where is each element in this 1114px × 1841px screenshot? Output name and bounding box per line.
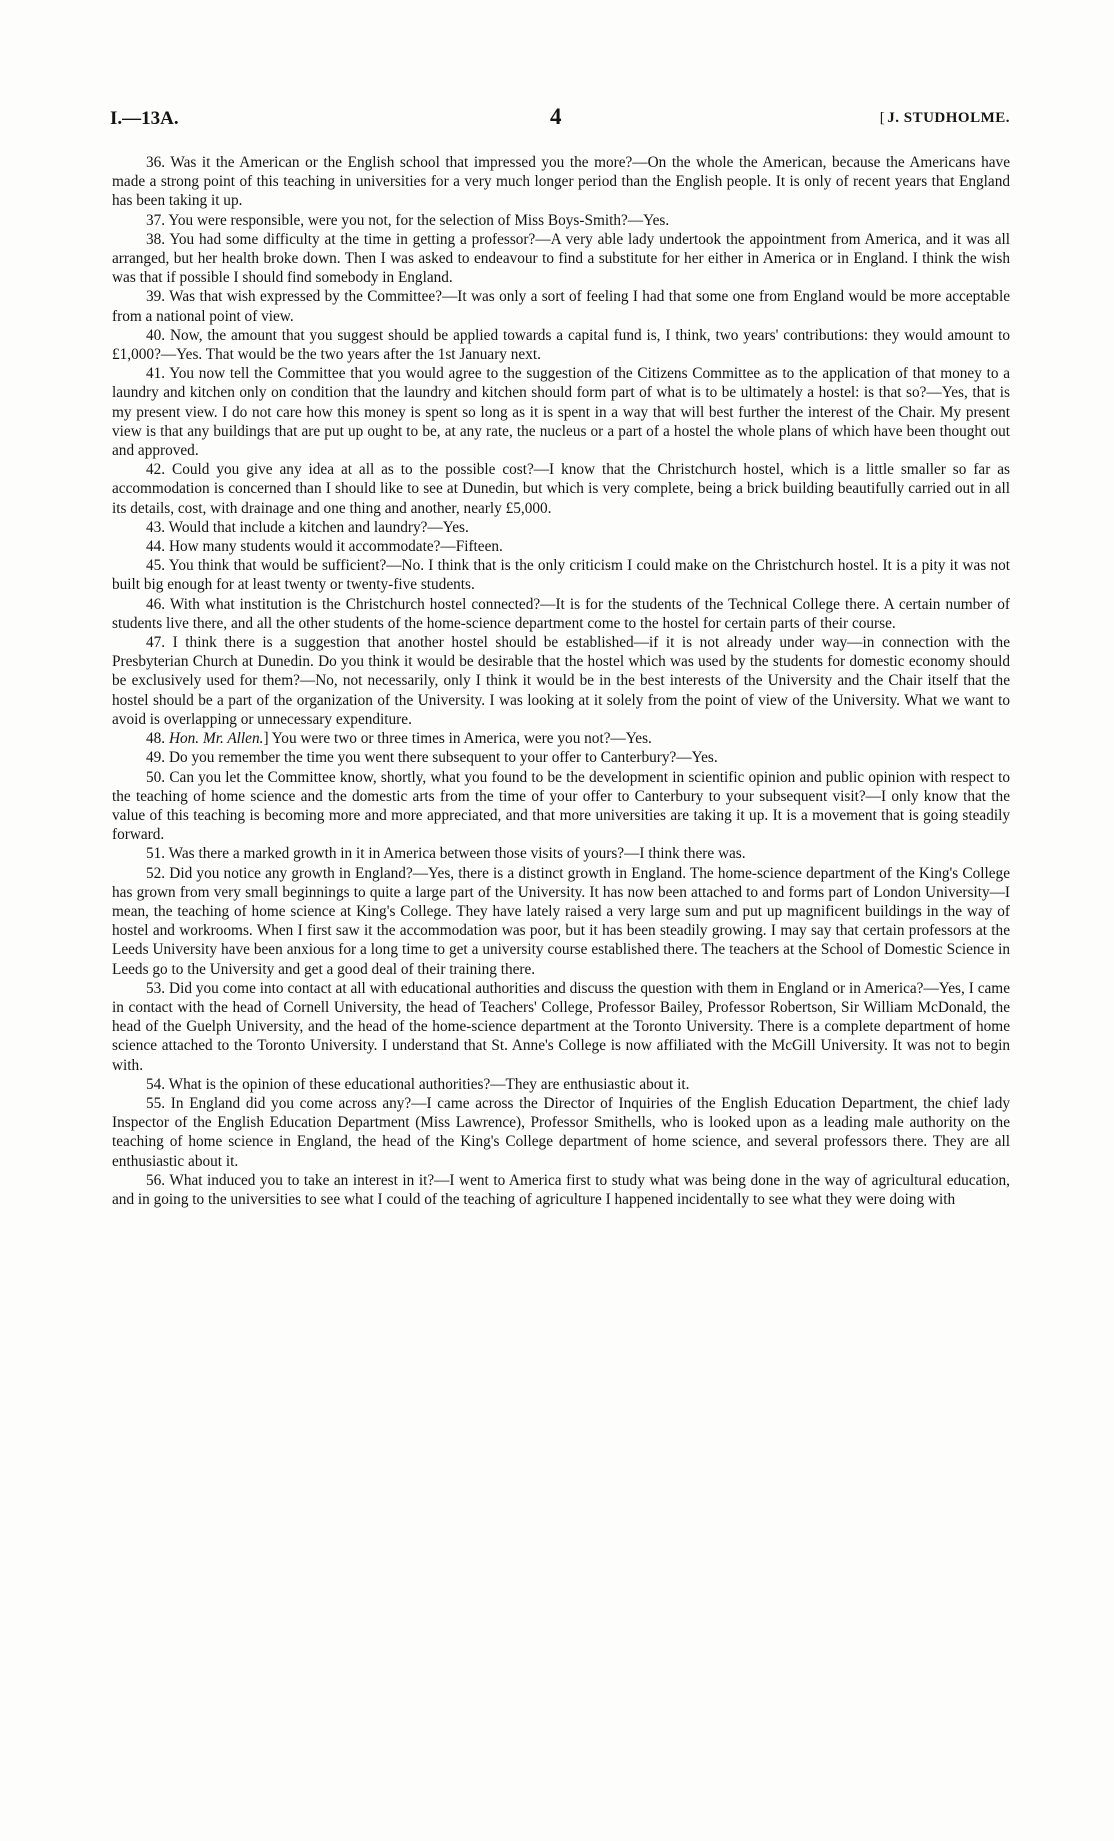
question-45: 45. You think that would be sufficient?—No. I think that is the only criticism I could make on the Christchurch hostel. It is a pity it was not built big enough for at least twenty or twenty-five students. — [112, 557, 1010, 594]
bracket-glyph: [ — [879, 110, 886, 126]
question-42: 42. Could you give any idea at all as to the possible cost?—I know that the Christchurch hostel, which is a little smaller so far as accommodation is concerned than I should like to see at Dunedin, but which is very complete, being a brick building beautifully carried out in all its details, cost, with drainage and one thing and another, nearly £5,000. — [112, 461, 1010, 517]
question-41: 41. You now tell the Committee that you would agree to the suggestion of the Citizens Committee as to the application of that money to a laundry and kitchen only on condition that the laundry and kitchen should form part of what is to be ultimately a hostel: is that so?—Yes, that is my present view. I do not care how this money is spent so long as it is spent in a way that will best further the interest of the Chair. My present view is that any buildings that are put up ought to be, at any rate, the nucleus or a part of a hostel the whole plans of which have been thought out and approved. — [112, 365, 1010, 460]
page-header — [110, 104, 1010, 134]
page-number: 4 — [550, 104, 562, 129]
witness-name-text: J. STUDHOLME. — [887, 110, 1010, 126]
question-39: 39. Was that wish expressed by the Committee?—It was only a sort of feeling I had that some one from England would be more acceptable from a national point of view. — [112, 288, 1010, 325]
question-37: 37. You were responsible, were you not, for the selection of Miss Boys-Smith?—Yes. — [146, 211, 670, 229]
question-51: 51. Was there a marked growth in it in America between those visits of yours?—I think there was. — [146, 845, 746, 863]
question-43: 43. Would that include a kitchen and laundry?—Yes. — [146, 518, 469, 536]
witness-name — [880, 110, 1010, 127]
question-38: 38. You had some difficulty at the time in getting a professor?—A very able lady undertook the appointment from America, and it was all arranged, but her health broke down. Then I was asked to endeavour to find a substitute for her either in America or in England. I think the wish was that if possible I should find somebody in England. — [112, 230, 1010, 287]
question-50: 50. Can you let the Committee know, shortly, what you found to be the development in scientific opinion and public opinion with respect to the teaching of home science and the domestic arts from the time of your offer to Canterbury to your subsequent visit?—I only know that the value of this teaching is becoming more and more appreciated, and that more universities are taking it up. It is a movement that is going steadily forward. — [112, 768, 1010, 844]
question-44: 44. How many students would it accommodate?—Fifteen. — [146, 538, 503, 556]
question-36: 36. Was it the American or the English school that impressed you the more?—On the whole the American, because the Americans have made a strong point of this teaching in universities for a very much longer period than the English people. It is only of recent years that England has been taking it up. — [112, 154, 1010, 210]
question-53: 53. Did you come into contact at all with educational authorities and discuss the question with them in England or in America?—Yes, I came in contact with the head of Cornell University, the head of Teachers' College, Professor Bailey, Professor Robertson, Sir William McDonald, the head of the Guelph University, and the head of the home-science department at the Toronto University. There is a complete department of home science attached to the Toronto University. I understand that St. Anne's College is now affiliated with the McGill University. It was not to begin with. — [112, 979, 1010, 1074]
question-46: 46. With what institution is the Christchurch hostel connected?—It is for the students of the Technical College there. A certain number of students live there, and all the other students of the home-science department come to the hostel for certain parts of their course. — [112, 595, 1010, 632]
question-54: 54. What is the opinion of these educational authorities?—They are enthusiastic about it. — [146, 1075, 690, 1093]
speaker-name: Hon. Mr. Allen. — [168, 730, 264, 748]
question-47: 47. I think there is a suggestion that another hostel should be established—if it is not already under way—in connection with the Presbyterian Church at Dunedin. Do you think it would be desirable that the hostel which was used by the students for domestic economy should be exclusively used for them?—No, not necessarily, only I think it would be in the best interests of the University and the Chair itself that the hostel should be a part of the organization of the University. I was looking at it solely from the point of view of the University. What we want to avoid is overlapping or unnecessary expenditure. — [112, 634, 1010, 728]
question-48: 48. Hon. Mr. Allen.] You were two or three times in America, were you not?—Yes. — [146, 730, 652, 748]
question-40: 40. Now, the amount that you suggest should be applied towards a capital fund is, I think, two years' contributions: they would amount to £1,000?—Yes. That would be the two years after the 1st January next. — [112, 326, 1010, 364]
question-56: 56. What induced you to take an interest in it?—I went to America first to study what was being done in the way of agricultural education, and in going to the universities to see what I could of the teaching of agriculture I happened incidentally to see what they were doing with — [112, 1171, 1010, 1208]
testimony-body — [112, 153, 1010, 1209]
question-55: 55. In England did you come across any?—I came across the Director of Inquiries of the English Education Department, the chief lady Inspector of the English Education Department (Miss Lawrence), Professor Smithells, who is looked upon as a leading male authority on the teaching of home science in England, the head of the King's College department of home science, and several professors there. They are all enthusiastic about it. — [112, 1094, 1010, 1170]
question-49: 49. Do you remember the time you went there subsequent to your offer to Canterbury?—Yes. — [146, 749, 718, 767]
question-52: 52. Did you notice any growth in England?—Yes, there is a distinct growth in England. The home-science department of the King's College has grown from very small beginnings to quite a large part of the University. It has now been attached to and forms part of London University—I mean, the teaching of home science at King's College. They have lately raised a very large sum and put up magnificent buildings in the way of hostel and workrooms. When I first saw it the accommodation was poor, but it has been steadily growing. I may say that certain professors at the Leeds University have been anxious for a long time to get a university course established there. The teachers at the School of Domestic Science in Leeds go to the University and get a good deal of their training there. — [112, 864, 1010, 978]
document-reference: I.—13A. — [110, 108, 179, 129]
